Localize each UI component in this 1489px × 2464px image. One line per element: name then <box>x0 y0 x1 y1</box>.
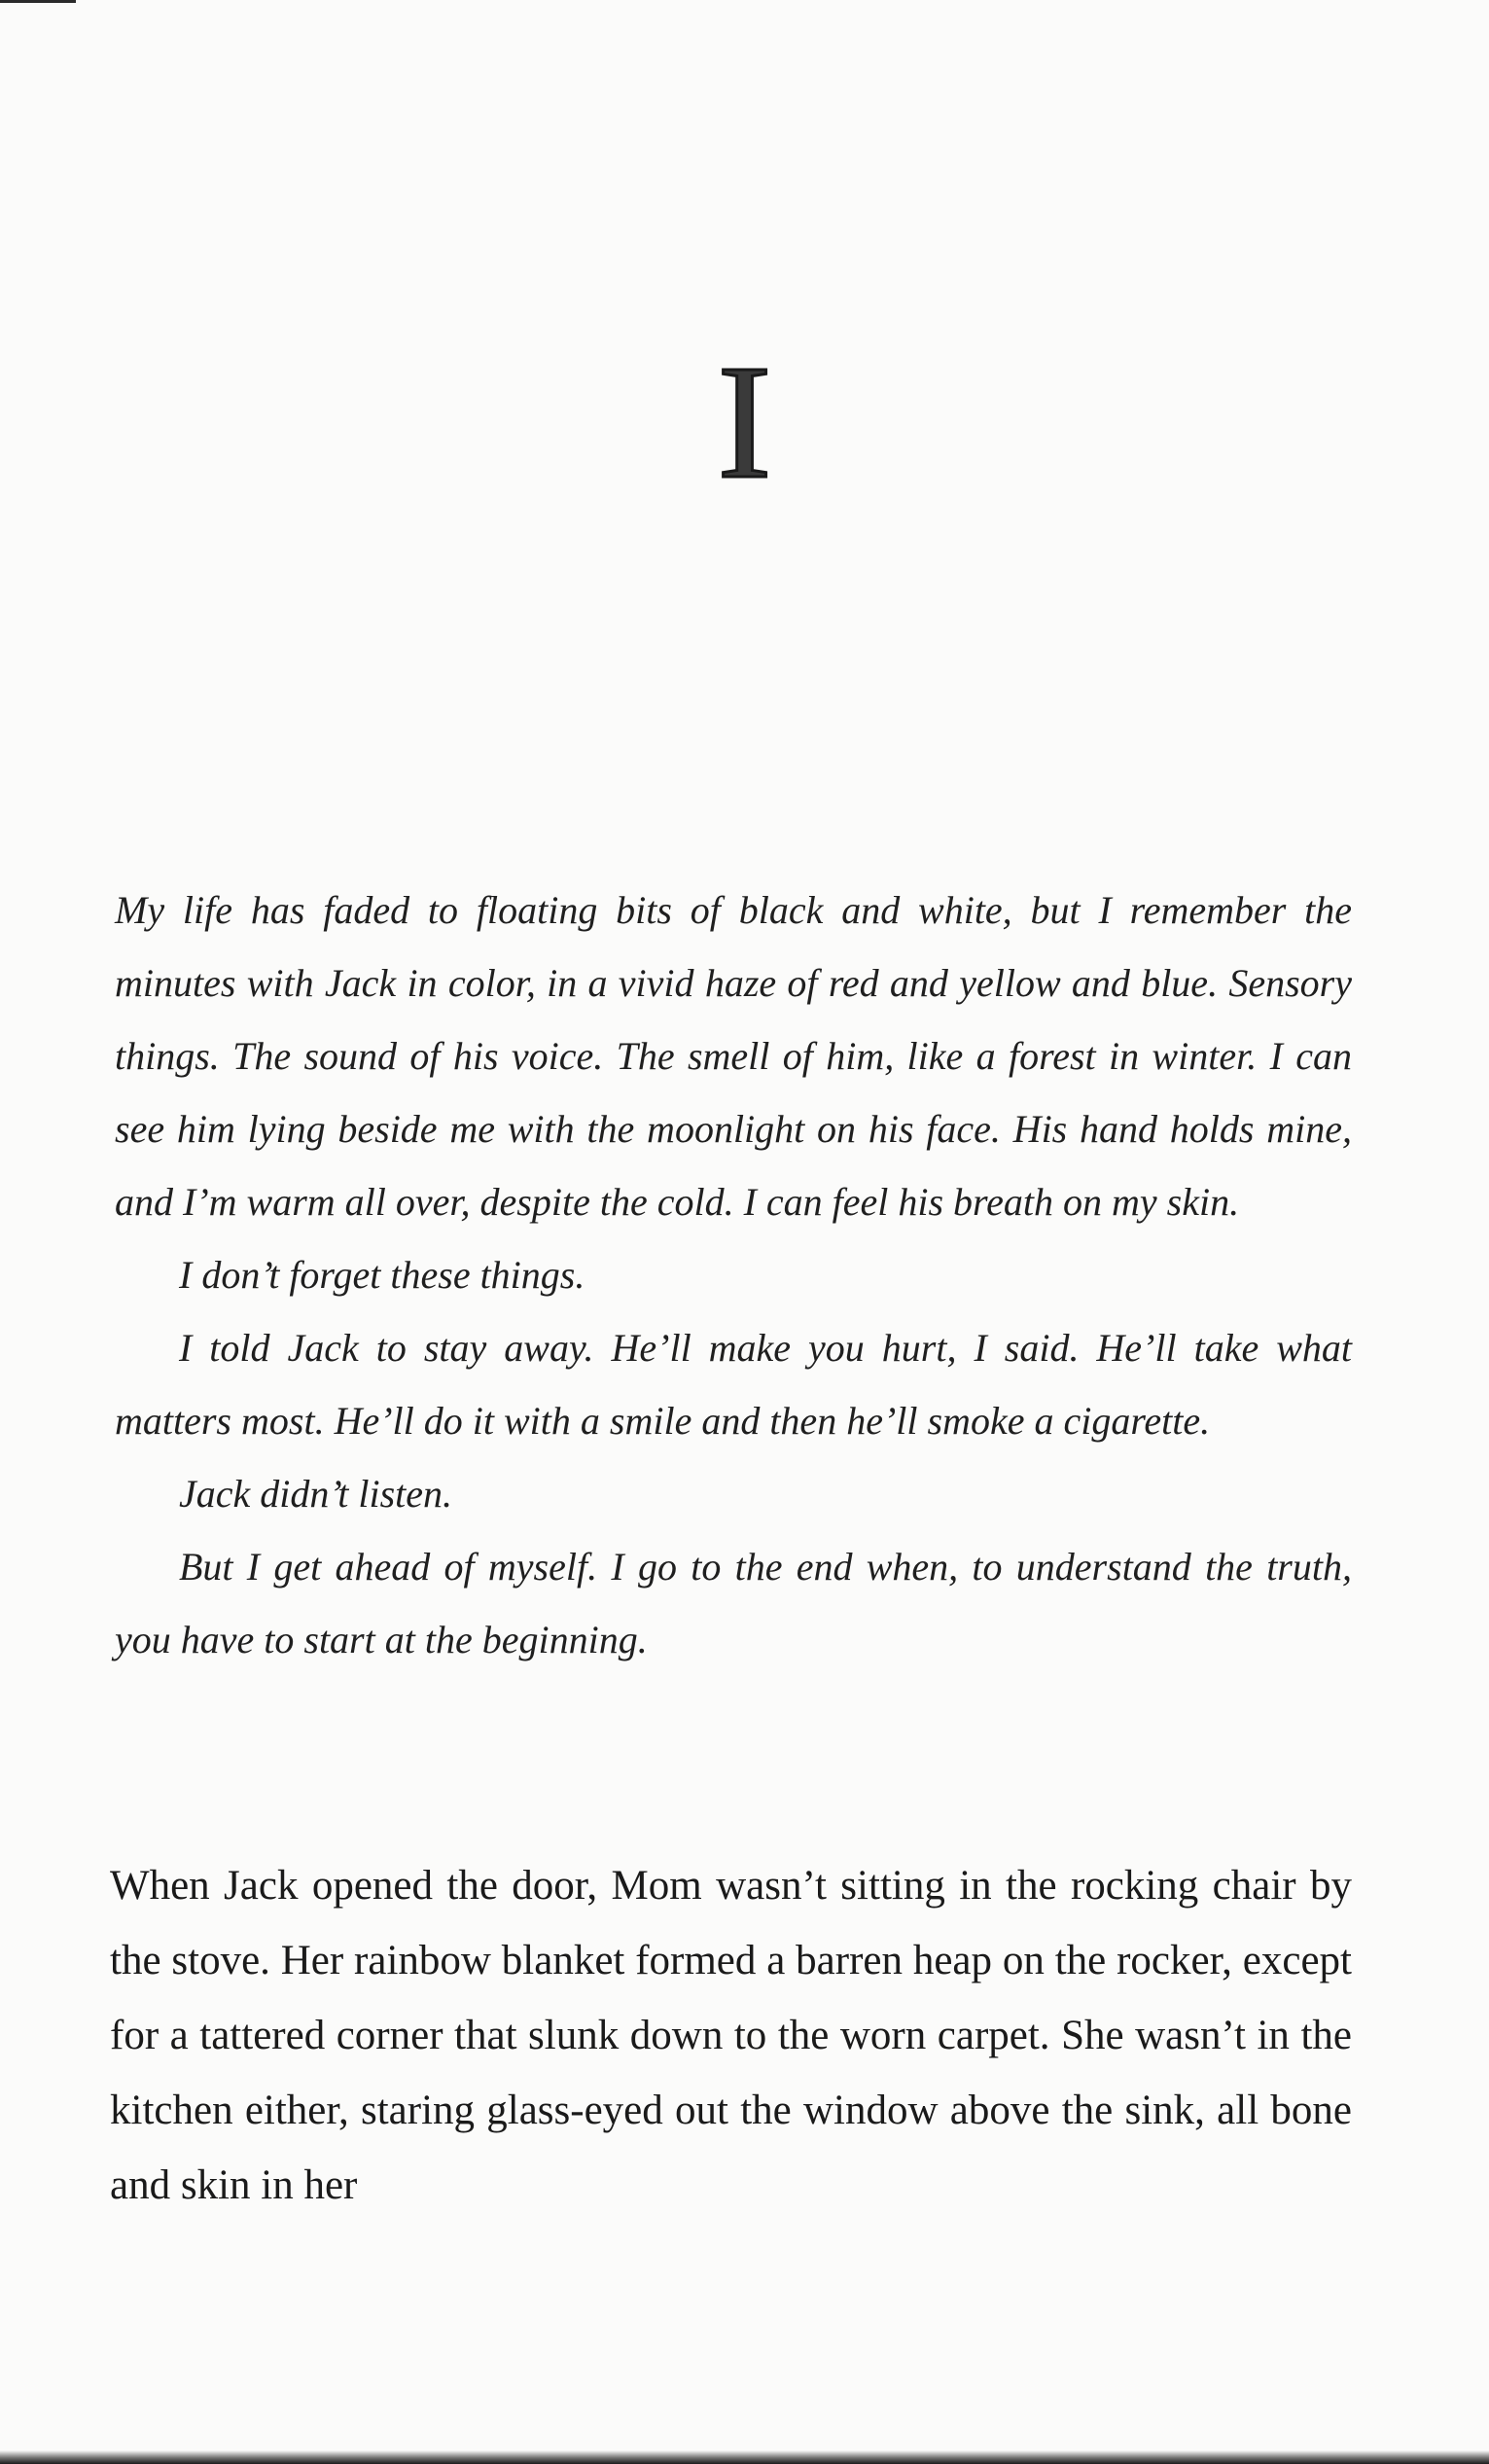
prologue-section <box>115 874 1352 1676</box>
prologue-paragraph: But I get ahead of myself. I go to the end when, to understand the truth, you have to start at the beginning. <box>115 1545 1352 1661</box>
body-paragraph: When Jack opened the door, Mom wasn’t sitting in the rocking chair by the stove. Her rainbow blanket formed a barren heap on the rocker, except for a tattered corner that slunk down to the worn carpet. She wasn’t in the kitchen either, staring glass-eyed out the window above the sink, all bone and skin in her <box>110 1863 1352 2208</box>
page-top-edge <box>0 0 76 3</box>
chapter-body <box>110 1848 1352 2223</box>
prologue-paragraph: Jack didn’t listen. <box>179 1472 453 1516</box>
prologue-paragraph: I don’t forget these things. <box>179 1253 585 1297</box>
prologue-paragraph: My life has faded to floating bits of black and white, but I remember the minutes with Jack in color, in a vivid haze of red and yellow and blue. Sensory things. The sound of his voice. The smell of him, like a forest in winter. I can see him lying beside me with the moonlight on his face. His hand holds mine, and I’m warm all over, despite the cold. I can feel his breath on my skin. <box>115 888 1352 1224</box>
prologue-paragraph: I told Jack to stay away. He’ll make you hurt, I said. He’ll take what matters most. He’ll do it with a smile and then he’ll smoke a cigarette. <box>115 1326 1352 1443</box>
page-bottom-edge <box>0 2450 1489 2464</box>
chapter-numeral: I <box>717 332 772 513</box>
